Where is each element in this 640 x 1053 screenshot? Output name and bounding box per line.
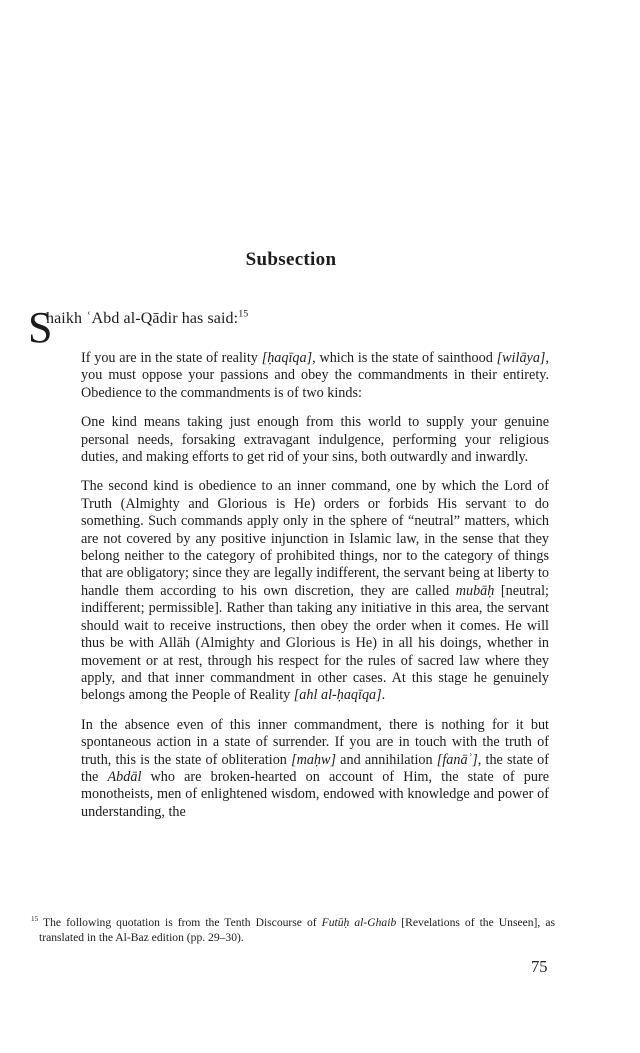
text-segment: If you are in the state of reality xyxy=(81,350,262,366)
text-segment: One kind means taking just enough from this world to supply your genuine personal needs, forsaking extravagant indulgence, performing your religious duties, and making efforts to get rid of your sins, both outwardly and inwardly. xyxy=(81,414,549,466)
footnote-text xyxy=(39,916,555,944)
footnote-marker: 15 xyxy=(31,915,39,924)
text-segment: The second kind is obedience to an inner command, one by which the Lord of Truth (Almighty and Glorious is He) orders or forbids His servant to do something. Such commands apply only in the sphere of “neutral” matters, which are not covered by any positive injunction in Islamic law, in the sense that they belong neither to the category of prohibited things, nor to the category of things that are obligatory; since they are legally indifferent, the servant being at liberty to handle them according to his own discretion, they are called xyxy=(81,478,549,599)
italic-term: Abdāl xyxy=(107,768,142,785)
page-title: Subsection xyxy=(245,249,337,270)
text-segment: The following quotation is from the Tenth Discourse of xyxy=(43,916,322,929)
footnote xyxy=(31,916,555,946)
opening-line xyxy=(46,310,248,328)
opening-text: haikh ʿAbd al-Qādir has said: xyxy=(46,310,239,327)
drop-cap: S xyxy=(28,303,53,352)
italic-term: [fanāʾ] xyxy=(436,751,478,768)
quote-paragraph xyxy=(81,414,549,466)
text-segment: . xyxy=(381,687,386,704)
page-number: 75 xyxy=(531,957,548,976)
text-segment: , you must oppose your passions and obey the commandments in their entirety. Obedience to the commandments is of two kinds: xyxy=(81,350,549,401)
quote-paragraph xyxy=(81,350,549,402)
text-segment: and annihilation xyxy=(336,751,437,768)
quote-block xyxy=(81,350,549,833)
text-segment: , the state of the xyxy=(81,751,550,785)
text-segment: who are broken-hearted on account of Him, the state of pure monotheists, men of enlightened wisdom, endowed with knowledge and power of understanding, the xyxy=(81,768,549,820)
italic-term: [maḥw] xyxy=(291,751,337,768)
italic-term: [wilāya] xyxy=(496,350,546,366)
text-segment: , which is the state of sainthood xyxy=(312,350,497,366)
quote-paragraph xyxy=(81,717,549,821)
text-segment: [Revelations of the Unseen], as translated in the Al-Baz edition (pp. 29–30). xyxy=(39,916,555,944)
footnote-reference: 15 xyxy=(238,308,249,320)
text-segment: In the absence even of this inner commandment, there is nothing for it but spontaneous action in a state of surrender. If you are in touch with the truth of truth, this is the state of obliteration xyxy=(81,716,549,768)
italic-term: mubāḥ xyxy=(455,582,495,599)
text-segment: [neutral; indifferent; permissible]. Rather than taking any initiative in this area, the servant should wait to receive instructions, then obey the order when it comes. He will thus be with Allāh (Almighty and Glorious is He) in all his doings, whether in movement or at rest, through his respect for the rules of sacred law where they apply, and that inner commandment in other cases. At this stage he genuinely belongs among the People of Reality xyxy=(81,582,549,704)
italic-term: [ahl al-ḥaqīqa] xyxy=(293,687,382,704)
italic-term: Futūḥ al-Ghaib xyxy=(321,916,397,929)
quote-paragraph xyxy=(81,478,549,704)
italic-term: [ḥaqīqa] xyxy=(261,350,313,366)
